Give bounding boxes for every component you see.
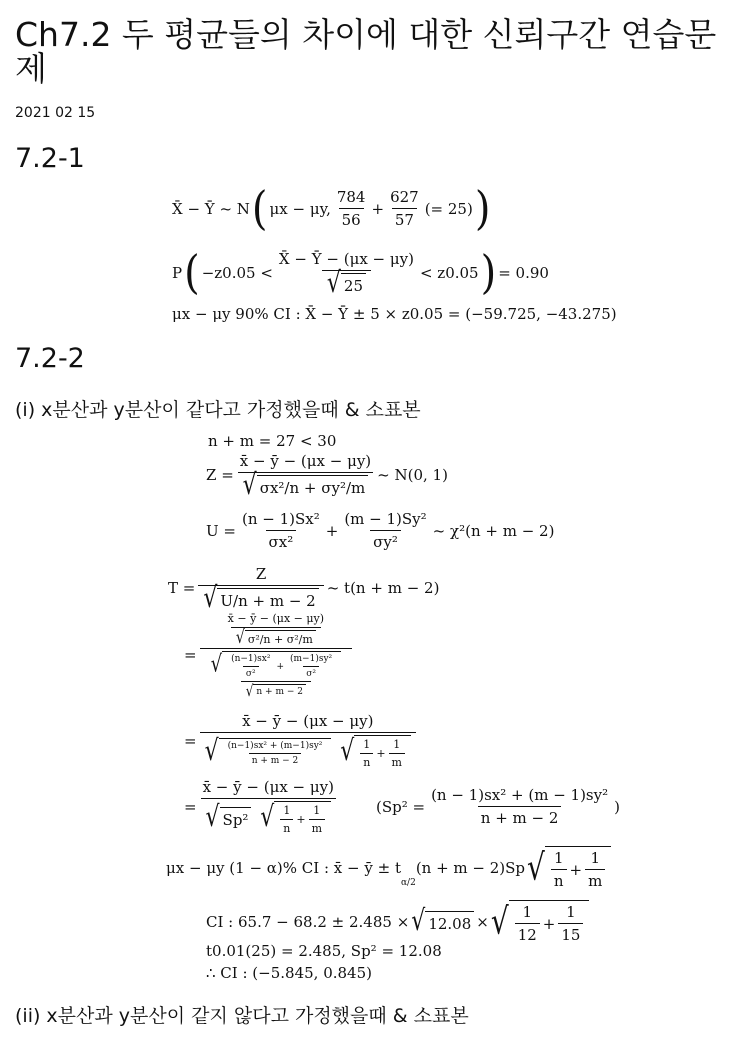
s1-den-bottom: n + m − 2 [253, 684, 306, 697]
eq2-den: 25 [341, 273, 366, 295]
ci-g-one-b: 1 [590, 849, 601, 867]
ci-g-m: m [585, 869, 605, 890]
ci-v-one-b: 1 [566, 903, 576, 921]
u-lhs: U = [206, 521, 236, 540]
s1-den-a: (n−1)sx² [231, 654, 271, 664]
s3-def-lhs: (Sp² = [375, 797, 426, 816]
eq1-b-den: 57 [392, 208, 417, 229]
equation-probability: P ( −z0.05 < X̄ − Ȳ − (μx − μy) √ 25 < z0.05 ) = 0.90 [172, 246, 549, 300]
s1-num-num: x̄ − ȳ − (μx − μy) [227, 612, 325, 625]
post-date: 2021 02 15 [15, 105, 96, 121]
t-rhs: ~ t(n + m − 2) [326, 578, 440, 597]
ci-v-a: 12 [515, 923, 540, 944]
s3-num: x̄ − ȳ − (μx − μy) [202, 778, 334, 796]
ci-v-one-a: 1 [522, 903, 532, 921]
eq1-a-num: 784 [336, 188, 366, 206]
s3-m: m [309, 819, 325, 835]
z-num: x̄ − ȳ − (μx − μy) [239, 452, 372, 470]
s2-m: m [389, 753, 405, 769]
s2-one-a: 1 [363, 738, 371, 751]
equation-t: T = Z √ U/n + m − 2 ~ t(n + m − 2) [168, 565, 440, 615]
ci-v-rad: 12.08 [425, 911, 474, 933]
eq2-left: −z0.05 < [201, 263, 273, 282]
t-den: U/n + m − 2 [217, 588, 318, 610]
s1-num-den: σ²/n + σ²/m [245, 630, 316, 646]
ci-v-b: 15 [558, 923, 583, 944]
eq1-mean: μx − μy, [269, 199, 331, 218]
ci-g-one-a: 1 [553, 849, 564, 867]
equation-sample-size: n + m = 27 < 30 [208, 432, 337, 450]
s3-def-num: (n − 1)sx² + (m − 1)sy² [431, 786, 609, 804]
eq1-note: (= 25) [424, 199, 473, 218]
s3-one-b: 1 [313, 804, 321, 817]
case-1-label: (i) x분산과 y분산이 같다고 가정했을때 & 소표본 [15, 399, 421, 421]
ci-g-n: n [551, 869, 567, 890]
ci-v-times: × [476, 913, 489, 931]
section-heading-7-2-1: 7.2-1 [15, 143, 85, 174]
u-b-den: σy² [370, 530, 401, 551]
z-den: σx²/n + σy²/m [257, 475, 369, 497]
equation-ci-90: μx − μy 90% CI : X̄ − Ȳ ± 5 × z0.05 = (−59.725, −43.275) [172, 305, 617, 323]
u-rhs: ~ χ²(n + m − 2) [432, 521, 555, 540]
s2-den-num: (n−1)sx² + (m−1)sy² [227, 741, 323, 751]
s3-sp: Sp² [220, 807, 252, 829]
eq1-b-num: 627 [390, 188, 419, 206]
eq1-lhs: X̄ − Ȳ ~ N [172, 199, 250, 218]
s2-den-den: n + m − 2 [249, 753, 302, 766]
t-num: Z [255, 565, 267, 583]
ci-g-lhs: μx − μy (1 − α)% CI : x̄ − ȳ ± t [166, 859, 401, 877]
u-a-num: (n − 1)Sx² [241, 510, 320, 528]
eq2-result: = 0.90 [498, 263, 549, 282]
s3-one-a: 1 [283, 804, 291, 817]
u-b-num: (m − 1)Sy² [344, 510, 427, 528]
s3-def-close: ) [614, 797, 620, 816]
eq2-p: P [172, 263, 183, 282]
page-title: Ch7.2 두 평균들의 차이에 대한 신뢰구간 연습문제 [15, 15, 717, 88]
equation-z: Z = x̄ − ȳ − (μx − μy) √ σx²/n + σy²/m ~ N(0, 1) [206, 452, 448, 502]
equation-step-2: = x̄ − ȳ − (μx − μy) √ $\frac{\text{(n−1)sx² + (m−1)sy²}}{n + m - 2}$ √ $\frac{1}{n}$ + $\frac{1}{m}$ [184, 712, 419, 769]
equation-u: U = $\frac{\text{(n − 1)Sx²}}{\text{σx²}}$ + $\frac{\text{(m − 1)Sy²}}{\text{σy²}}$ ~ χ²(n + m − 2) [206, 510, 555, 551]
equation-ci-general: μx − μy (1 − α)% CI : x̄ − ȳ ± t α/2 (n + m − 2)Sp √ $\frac{1}{n}$ + $\frac{1}{m}$ [166, 846, 613, 890]
section-heading-7-2-2: 7.2-2 [15, 343, 85, 374]
s2-num: x̄ − ȳ − (μx − μy) [242, 712, 374, 730]
z-lhs: Z = [206, 465, 234, 484]
equation-step-3: = x̄ − ȳ − (μx − μy) √ Sp² √ $\frac{1}{n}$ + $\frac{1}{m}$ (Sp² = $\frac{\text{(n − 1)sx² + (m − 1)sy²}}{n + m - 2}$ ) [184, 778, 620, 835]
equation-ci-result: ∴ CI : (−5.845, 0.845) [206, 964, 372, 982]
t-lhs: T = [168, 578, 196, 597]
eq2-right: < z0.05 [419, 263, 479, 282]
equation-distribution: X̄ − Ȳ ~ N ( μx − μy, $\frac{784}{56}$ + $\frac{627}{57}$ (= 25) ) [172, 182, 491, 235]
s1-den-b: (m−1)sy² [290, 654, 333, 664]
s1-den-s2: σ² [303, 666, 319, 679]
s3-n: n [280, 819, 293, 835]
eq1-a-den: 56 [339, 208, 364, 229]
z-rhs: ~ N(0, 1) [377, 465, 448, 484]
equation-t-value: t0.01(25) = 2.485, Sp² = 12.08 [206, 942, 442, 960]
s2-n: n [360, 753, 373, 769]
s1-den-s1: σ² [243, 666, 259, 679]
equation-step-1: = x̄ − ȳ − (μx − μy) √ σ²/n + σ²/m √ $\frac{\text{(n−1)sx²}}{\text{σ²}}$ + $\frac{\text{(m−1)sy²}}{\text{σ²}}$ √ n + m − 2 [184, 612, 355, 698]
s2-one-b: 1 [393, 738, 401, 751]
ci-g-mid: (n + m − 2)Sp [415, 859, 526, 877]
equation-ci-value: CI : 65.7 − 68.2 ± 2.485 × √ 12.08 × √ $\frac{1}{12}$ + $\frac{1}{15}$ [206, 900, 591, 944]
ci-v-lhs: CI : 65.7 − 68.2 ± 2.485 × [206, 913, 410, 931]
case-2-label: (ii) x분산과 y분산이 같지 않다고 가정했을때 & 소표본 [15, 1005, 469, 1027]
eq2-num: X̄ − Ȳ − (μx − μy) [278, 250, 414, 268]
s3-def-den: n + m − 2 [478, 806, 562, 827]
u-a-den: σx² [266, 530, 297, 551]
